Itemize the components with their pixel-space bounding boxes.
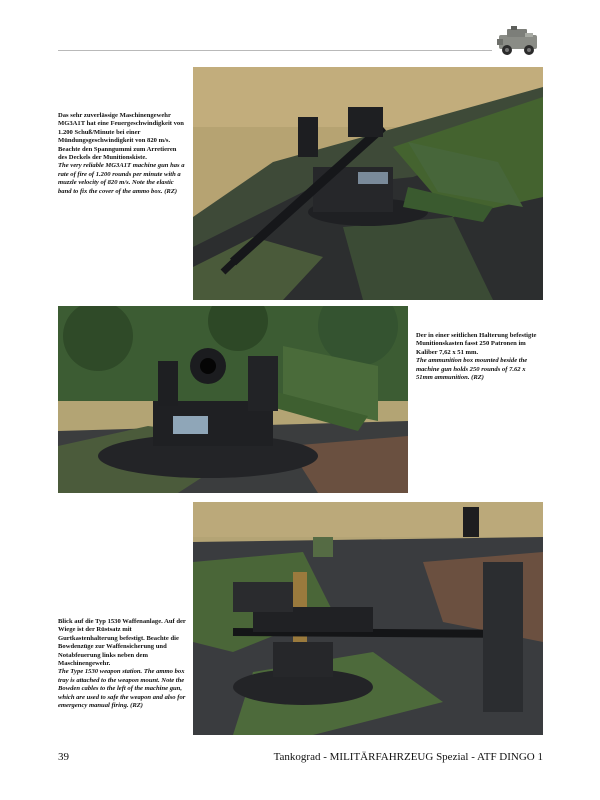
caption-photo1-german: Das sehr zuverlässige Maschinengewehr MG3A1T hat eine Feuergeschwindigkeit von 1.200 Schuß/Minute bei einer Mündungsgeschwindigkeit von 820 m/s. Beachte den Spanngummi zum Arretieren des Deckels der Munitionskiste.	[58, 112, 184, 162]
page-number: 39	[58, 751, 69, 763]
caption-photo1	[58, 112, 186, 196]
caption-photo3-english: The Type 1530 weapon station. The ammo box tray is attached to the weapon mount. Note the Bowden cables to the left of the machine gun, which are used to safe the weapon and also for emergency manual firing. (RZ)	[58, 668, 186, 710]
caption-photo1-english: The very reliable MG3A1T machine gun has a rate of fire of 1.200 rounds per minute with a muzzle velocity of 820 m/s. Note the elastic band to fix the cover of the ammo box. (RZ)	[58, 162, 185, 195]
header-rule	[58, 50, 492, 51]
photo-type1530-weapon-station	[193, 502, 543, 735]
vehicle-thumbnail-icon	[495, 23, 543, 57]
caption-photo2-german: Der in einer seitlichen Halterung befestigte Munitionskasten fasst 250 Patronen im Kaliber 7,62 x 51 mm.	[416, 332, 537, 356]
caption-photo2-english: The ammunition box mounted beside the machine gun holds 250 rounds of 7.62 x 51mm ammunition. (RZ)	[416, 357, 528, 382]
photo-mg3-top-view	[193, 67, 543, 300]
caption-photo3	[58, 618, 186, 710]
publication-title: Tankograd - MILITÄRFAHRZEUG Spezial - ATF DINGO 1	[273, 751, 543, 763]
caption-photo2	[416, 332, 544, 382]
caption-photo3-german: Blick auf die Typ 1530 Waffenanlage. Auf der Wiege ist der Rüstsatz mit Gurtkastenhalterung befestigt. Beachte die Bowdenzüge zur Waffensicherung und Notabfeuerung links neben dem Maschinengewehr.	[58, 618, 186, 668]
photo-ammo-box-side-view	[58, 306, 408, 493]
